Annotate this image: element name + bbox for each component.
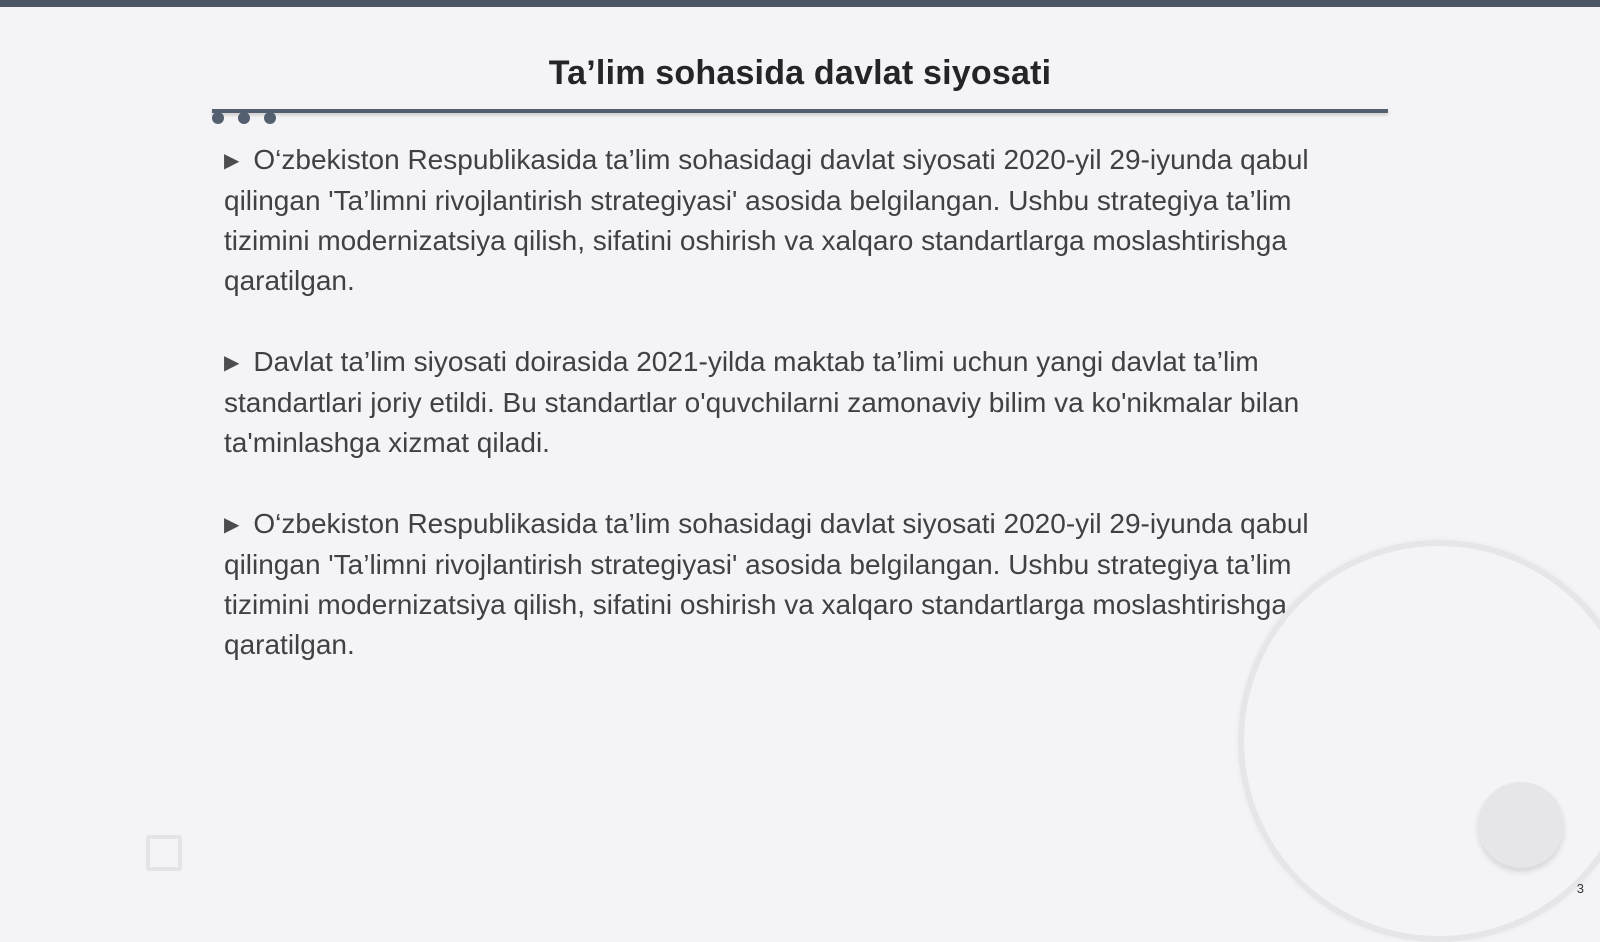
bullet-item-3 <box>224 504 1374 665</box>
decorative-dot-2 <box>238 112 250 124</box>
triangle-right-icon: ▶ <box>224 514 240 536</box>
decorative-square <box>146 835 182 871</box>
triangle-right-icon: ▶ <box>224 150 240 172</box>
bullet-text-3: O‘zbekiston Respublikasida ta’lim sohasidagi davlat siyosati 2020-yil 29-iyunda qabul qilingan 'Ta’limni rivojlantirish strategiyasi' asosida belgilangan. Ushbu strategiya ta’lim tizimini modernizatsiya qilish, sifatini oshirish va xalqaro standartlarga moslashtirishga qaratilgan. <box>224 508 1309 660</box>
decorative-dot-1 <box>212 112 224 124</box>
bullet-item-2 <box>224 342 1374 463</box>
bullet-text-1: O‘zbekiston Respublikasida ta’lim sohasidagi davlat siyosati 2020-yil 29-iyunda qabul qilingan 'Ta’limni rivojlantirish strategiyasi' asosida belgilangan. Ushbu strategiya ta’lim tizimini modernizatsiya qilish, sifatini oshirish va xalqaro standartlarga moslashtirishga qaratilgan. <box>224 144 1309 296</box>
triangle-right-icon: ▶ <box>224 352 240 374</box>
bullet-list <box>224 140 1374 706</box>
decorative-circle <box>1478 782 1564 868</box>
slide-title: Ta’lim sohasida davlat siyosati <box>548 54 1052 92</box>
bullet-item-1 <box>224 140 1374 301</box>
title-underline <box>212 109 1388 113</box>
top-accent-bar <box>0 0 1600 7</box>
decorative-dot-3 <box>264 112 276 124</box>
bullet-text-2: Davlat ta’lim siyosati doirasida 2021-yilda maktab ta’limi uchun yangi davlat ta’lim standartlari joriy etildi. Bu standartlar o'quvchilarni zamonaviy bilim va ko'nikmalar bilan ta'minlashga xizmat qiladi. <box>224 346 1300 458</box>
page-number: 3 <box>1576 881 1584 896</box>
